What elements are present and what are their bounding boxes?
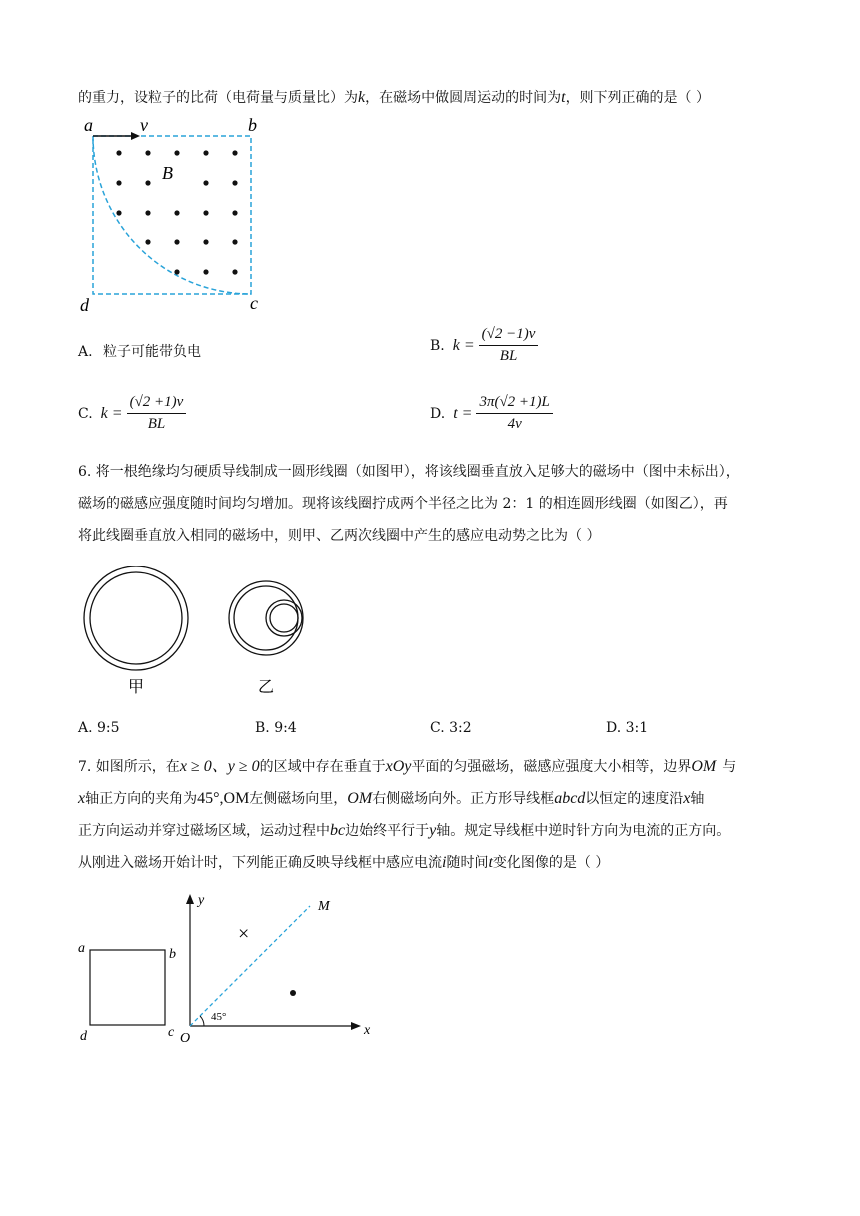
text: 边始终平行于 [345, 823, 430, 839]
question-6-line-1: 6. 将一根绝缘均匀硬质导线制成一圆形线圈（如图甲），将该线圈垂直放入足够大的磁场中（图中未标出）， [78, 464, 740, 480]
option-letter: C. [430, 720, 445, 736]
text: 正方向运动并穿过磁场区域，运动过程中 [78, 823, 330, 839]
option-letter: A. [78, 344, 93, 360]
particle-trajectory-arc [93, 136, 251, 294]
option-value: 3:1 [625, 720, 649, 736]
option-6b[interactable] [255, 720, 297, 736]
y-axis-arrow [186, 894, 194, 904]
question-6-line-3: 将此线圈垂直放入相同的磁场中，则甲、乙两次线圈中产生的感应电动势之比为（ ） [78, 528, 601, 544]
stem-text-a: 的重力，设粒子的比荷（电荷量与质量比）为 [78, 90, 358, 106]
fraction [127, 394, 187, 433]
square-frame [90, 950, 165, 1025]
question-7-line-1 [78, 757, 736, 777]
field-dots [116, 150, 237, 274]
question-7-line-2 [78, 789, 704, 809]
option-5d[interactable] [430, 394, 553, 433]
label-yi: 乙 [258, 677, 275, 696]
k-symbol: k [358, 89, 366, 106]
stem-text-c: ，则下列正确的是（ ） [565, 90, 711, 106]
text: 平面的匀强磁场，磁感应强度大小相等，边界 [411, 759, 692, 775]
numerator: (√2 +1)v [127, 394, 187, 414]
text: 轴正方向的夹角为 [85, 791, 198, 807]
option-letter: D. [430, 405, 446, 422]
origin-label: O [180, 1031, 191, 1046]
frame-label-d: d [80, 1029, 87, 1044]
field-out-of-page-dot [290, 990, 296, 996]
axis-label-y: y [198, 893, 205, 908]
label-jia: 甲 [128, 677, 145, 696]
question-5-stem-line [78, 88, 710, 108]
om-boundary [190, 906, 310, 1026]
coil-jia [84, 566, 188, 670]
current-symbol: i [442, 854, 447, 871]
axis-label-x: x [364, 1023, 371, 1038]
text: 轴。规定导线框中逆时针方向为电流的正方向。 [436, 823, 731, 839]
option-5c[interactable] [78, 394, 186, 433]
option-letter: B. [430, 337, 445, 354]
text: 轴 [690, 791, 705, 807]
option-5a[interactable] [78, 341, 201, 361]
field-into-page-cross: × [238, 923, 250, 945]
option-letter: C. [78, 405, 93, 422]
option-lhs: t = [453, 404, 473, 422]
angle-arc [200, 1016, 204, 1026]
square-boundary [93, 136, 251, 294]
label-c: c [250, 293, 258, 313]
text: 随时间 [446, 855, 489, 871]
option-lhs: k = [100, 404, 123, 422]
text: 左侧磁场向里， [249, 791, 348, 807]
question-7-line-4 [78, 853, 609, 873]
text: 的区域中存在垂直于 [259, 759, 386, 775]
option-letter: A. [78, 720, 93, 736]
x-axis-arrow [351, 1022, 361, 1030]
denominator: 4v [507, 416, 522, 432]
angle-label: 45° [211, 1011, 227, 1023]
edge-label: bc [330, 822, 346, 839]
option-5b[interactable] [430, 326, 538, 365]
condition: x ≥ 0、y ≥ 0 [179, 758, 260, 775]
option-value: 3:2 [449, 720, 472, 736]
axis-label: y [429, 822, 437, 839]
frame-label: abcd [554, 790, 586, 807]
text: 以恒定的速度沿 [585, 791, 684, 807]
label-B: B [162, 163, 173, 183]
option-text: 粒子可能带负电 [103, 344, 202, 360]
option-letter: D. [606, 720, 622, 736]
frame-label-a: a [78, 941, 85, 956]
question-7-line-3 [78, 821, 730, 841]
stem-text-b: ，在磁场中做圆周运动的时间为 [365, 90, 562, 106]
axis-label: x [78, 790, 86, 807]
magnetic-field-square-figure [78, 112, 278, 317]
label-v: v [140, 115, 148, 135]
fraction [479, 326, 539, 365]
text: 7. 如图所示，在 [78, 759, 180, 775]
coil-figures [78, 566, 338, 706]
text: 与 [722, 759, 737, 775]
option-value: 9:4 [274, 720, 297, 736]
denominator: BL [147, 416, 166, 432]
frame-and-field-figure [74, 890, 384, 1050]
option-value: 9:5 [97, 720, 120, 736]
label-M: M [318, 899, 330, 914]
numerator: (√2 −1)v [479, 326, 539, 346]
frame-label-c: c [168, 1025, 175, 1040]
numerator: 3π(√2 +1)L [476, 394, 552, 414]
text: 从刚进入磁场开始计时，下列能正确反映导线框中感应电流 [78, 855, 442, 871]
velocity-arrow-head [131, 132, 140, 140]
angle-label: 45°,OM [197, 790, 250, 807]
fraction [476, 394, 552, 433]
option-letter: B. [255, 720, 270, 736]
question-6-line-2: 磁场的磁感应强度随时间均匀增加。现将该线圈拧成两个半径之比为 2：1 的相连圆形线圈（如图乙），再 [78, 496, 728, 512]
coil-yi [229, 581, 303, 655]
option-lhs: k = [452, 336, 475, 354]
text: 变化图像的是（ ） [492, 855, 610, 871]
option-6c[interactable] [430, 720, 472, 736]
option-6d[interactable] [606, 720, 648, 736]
denominator: BL [499, 348, 518, 364]
label-d: d [80, 295, 89, 315]
frame-label-b: b [169, 947, 176, 962]
plane-label: xOy [385, 758, 412, 775]
boundary-label: OM [691, 758, 717, 775]
time-symbol: t [488, 854, 493, 871]
boundary-label: OM [347, 790, 373, 807]
option-6a[interactable] [78, 720, 120, 736]
axis-label: x [683, 790, 691, 807]
t-symbol: t [561, 89, 566, 106]
text: 右侧磁场向外。正方形导线框 [372, 791, 555, 807]
label-a: a [84, 115, 93, 135]
label-b: b [248, 115, 257, 135]
